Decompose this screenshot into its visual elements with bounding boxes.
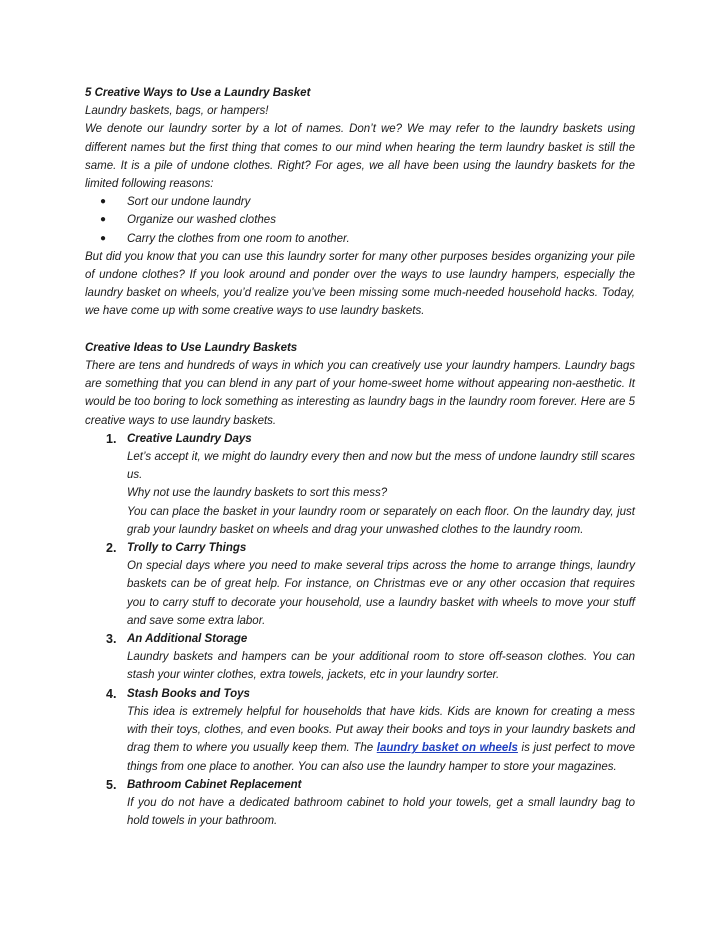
document-page [85,84,635,830]
item-title: An Additional Storage [127,633,248,646]
second-paragraph: But did you know that you can use this laundry sorter for many other purposes besides organizing your pile of undone clothes? If you look around and ponder over the ways to use laundry hampers, especially the laundry basket on wheels, you’d realize you’ve been missing some much-needed household hacks. Today, we have come up with some creative ways to use laundry baskets. [85,250,635,318]
item-text: Laundry baskets and hampers can be your additional room to store off-season clothes. You can stash your winter clothes, extra towels, jackets, etc in your laundry sorter. [127,651,635,682]
idea-item-1 [85,430,635,539]
intro-paragraph: We denote our laundry sorter by a lot of names. Don’t we? We may refer to the laundry baskets using different names but the first thing that comes to our mind when hearing the term laundry basket is still the same. It is a pile of undone clothes. Right? For ages, we all have been using the laundry baskets for the limited following reasons: [85,123,635,191]
list-item: ● Carry the clothes from one room to another. [85,230,635,248]
bullet-icon: ● [100,196,107,208]
item-title: Bathroom Cabinet Replacement [127,778,302,791]
bullet-icon: ● [100,232,107,244]
item-number: 2. [106,541,117,556]
section-paragraph: There are tens and hundreds of ways in which you can creatively use your laundry hampers. Laundry bags are something that you can blend in any part of your home-sweet home without appearing non-aesthetic. It would be too boring to lock something as interesting as laundry bags in the laundry room forever. Here are 5 creative ways to use laundry baskets. [85,360,635,427]
item-text: Let’s accept it, we might do laundry every then and now but the mess of undone laundry still scares us. [127,451,635,482]
item-title: Trolly to Carry Things [127,542,247,555]
item-text: This idea is extremely helpful for households that have kids. Kids are known for creating a mess with their toys, clothes, and even books. Put away their books and toys in your laundry baskets and drag them to where you usually keep them. The laundry basket on wheels is just perfect to move things from one place to another. You can also use the laundry hamper to store your magazines. [127,705,636,773]
item-text: Why not use the laundry baskets to sort this mess? [127,487,388,500]
item-number: 3. [106,632,117,647]
idea-item-4 [85,685,635,776]
ideas-list [85,430,635,830]
idea-item-2 [85,539,635,630]
document-subtitle: Laundry baskets, bags, or hampers! [85,105,269,118]
item-number: 4. [106,686,117,701]
item-text: If you do not have a dedicated bathroom cabinet to hold your towels, get a small laundry bag to hold towels in your bathroom. [127,796,635,828]
item-title: Stash Books and Toys [127,687,250,700]
list-item: ● Sort our undone laundry [85,193,635,211]
item-text: You can place the basket in your laundry room or separately on each floor. On the laundry day, just grab your laundry basket on wheels and drag your unwashed clothes to the laundry room. [127,505,635,536]
idea-item-3 [85,630,635,685]
list-item: ● Organize our washed clothes [85,211,635,229]
item-title: Creative Laundry Days [127,432,252,445]
bullet-icon: ● [100,214,107,226]
laundry-basket-link[interactable]: laundry basket on wheels [376,742,518,755]
idea-item-5 [85,776,635,831]
document-title: 5 Creative Ways to Use a Laundry Basket [85,87,311,99]
reasons-list [85,193,635,248]
item-number: 1. [106,431,117,446]
item-number: 5. [106,777,117,792]
section-heading: Creative Ideas to Use Laundry Baskets [85,341,298,354]
item-text: On special days where you need to make several trips across the home to arrange things, laundry baskets can be of great help. For instance, on Christmas eve or any other occasion that requires you to carry stuff to decorate your household, use a laundry basket with wheels to move your stuff and save some extra labor. [127,560,635,627]
